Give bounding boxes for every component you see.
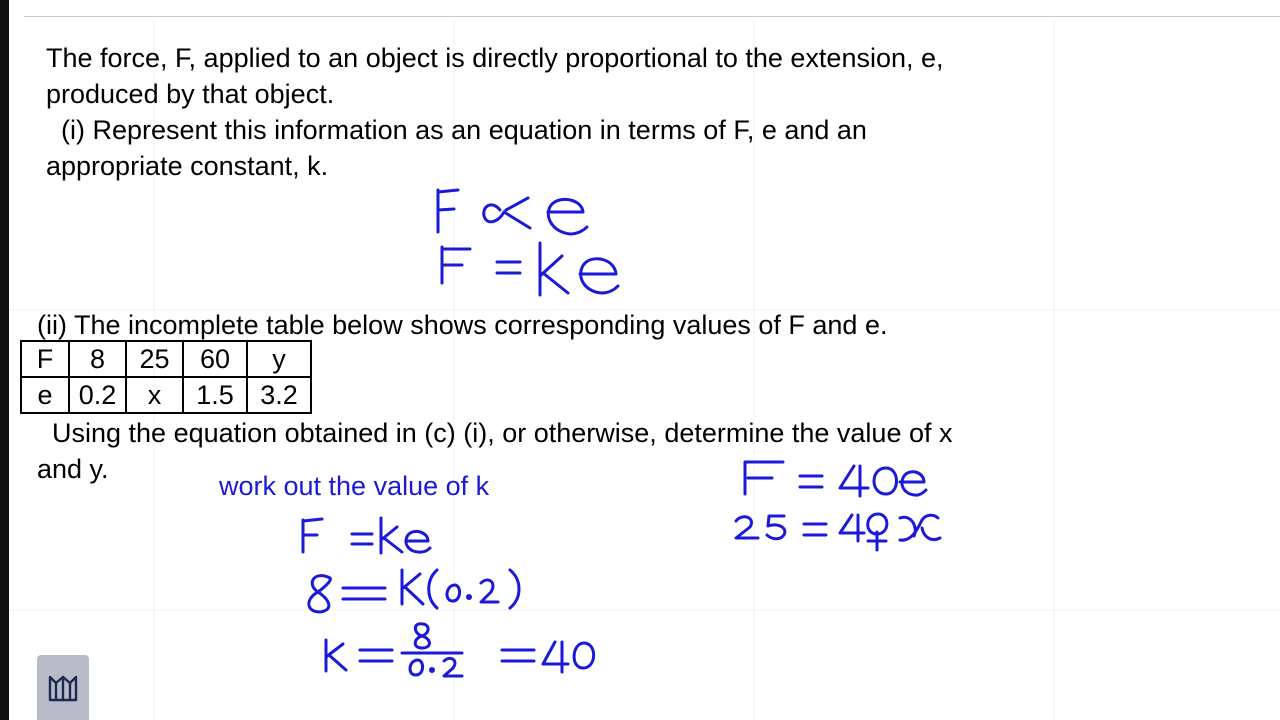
question-line-1: The force, F, applied to an object is directly proportional to the extension, e, xyxy=(46,43,944,73)
book-logo-icon xyxy=(47,673,79,703)
table-cell: y xyxy=(247,341,311,377)
part-ii-text: (ii) The incomplete table below shows corresponding values of F and e. xyxy=(37,310,888,340)
table-cell: 0.2 xyxy=(69,377,126,413)
work-out-k-note: work out the value of k xyxy=(219,471,490,501)
table-cell: x xyxy=(126,377,183,413)
table-cell: e xyxy=(21,377,69,413)
part-i-line-1: (i) Represent this information as an equation in terms of F, e and an xyxy=(46,115,867,145)
table-cell: 8 xyxy=(69,341,126,377)
table-cell: 25 xyxy=(126,341,183,377)
question-line-2: produced by that object. xyxy=(46,79,335,109)
table-cell: 3.2 xyxy=(247,377,311,413)
table-cell: 1.5 xyxy=(183,377,247,413)
table-cell: F xyxy=(21,341,69,377)
using-line-2: and y. xyxy=(37,454,109,484)
part-i-line-2: appropriate constant, k. xyxy=(46,151,329,181)
handwritten-f-proportional-e xyxy=(438,190,587,234)
table-cell: 60 xyxy=(183,341,247,377)
using-line-1: Using the equation obtained in (c) (i), or otherwise, determine the value of x xyxy=(37,418,953,448)
app-logo[interactable] xyxy=(37,655,89,720)
handwritten-f-equals-ke xyxy=(442,243,618,295)
handwritten-work-x xyxy=(736,462,940,550)
handwritten-work-k xyxy=(303,518,594,676)
